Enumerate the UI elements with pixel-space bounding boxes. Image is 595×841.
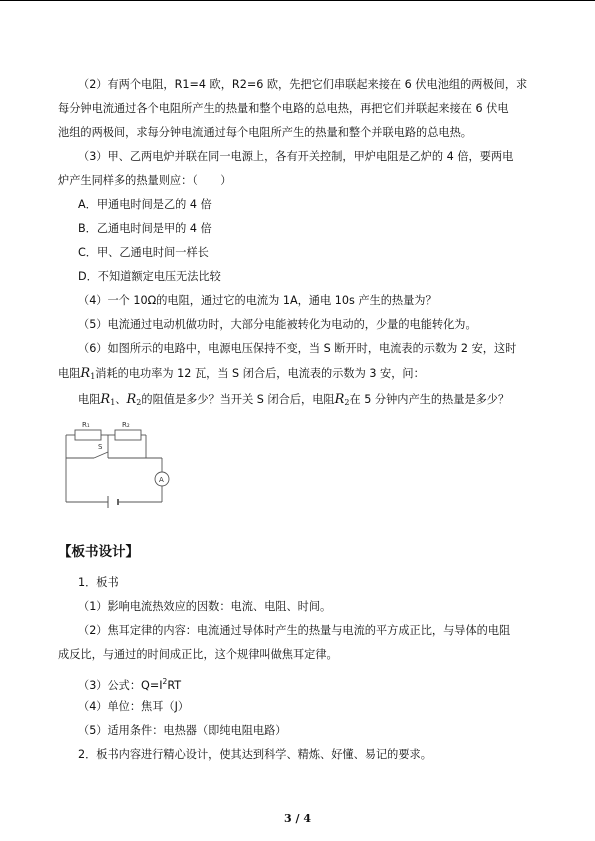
switch-label: S [98,443,103,451]
r2-label: R₂ [122,421,130,429]
circuit-diagram [60,418,185,508]
r2-variable: $R_2$ [334,392,350,407]
q3-option-b: B．乙通电时间是甲的 4 倍 [78,222,212,235]
board-law-line-2: 成反比，与通过的时间成正比，这个规律叫做焦耳定律。 [58,648,338,661]
q2-line-3: 池组的两极间，求每分钟电流通过每个电阻所产生的热量和整个并联电路的总电热。 [58,126,472,139]
q3-line-1: （3）甲、乙两电炉并联在同一电源上，各有开关控制，甲炉电阻是乙炉的 4 倍，要两电 [78,150,514,163]
board-formula: （3）公式：$Q=I^2RT$ [78,677,182,692]
board-conditions: （5）适用条件：电热器（即纯电阻电路） [78,724,287,737]
q3-line-2: 炉产生同样多的热量则应：（ ） [58,174,232,187]
ammeter-label: A [159,476,164,484]
section-heading: 【板书设计】 [58,544,139,560]
q6-line-1: （6）如图所示的电路中，电源电压保持不变，当 S 断开时，电流表的示数为 2 安，这时 [78,342,517,355]
board-factor: （1）影响电流热效应的因数：电流、电阻、时间。 [78,600,332,613]
q6-line-3: 电阻$R_1$、$R_2$的阻值是多少？当开关 S 闭合后，电阻$R_2$在 5 分钟内产生的热量是多少？ [78,392,510,407]
board-item-2: 2．板书内容进行精心设计，使其达到科学、精炼、好懂、易记的要求。 [78,748,432,761]
board-law-line-1: （2）焦耳定律的内容：电流通过导体时产生的热量与电流的平方成正比，与导体的电阻 [78,624,511,637]
switch-blade [94,452,108,458]
r1-resistor [75,430,101,440]
q5-line: （5）电流通过电动机做功时，大部分电能被转化为电动的，少量的电能转化为。 [78,318,477,331]
top-rule [0,0,595,1]
r1-variable: $R_1$ [100,392,116,407]
q3-option-c: C．甲、乙通电时间一样长 [78,246,209,259]
r1-label: R₁ [82,421,90,429]
board-unit: （4）单位：焦耳（J） [78,700,190,713]
q3-option-d: D．不知道额定电压无法比较 [78,270,221,283]
board-item-1: 1．板书 [78,576,119,589]
q6-line-2: 电阻$R_1$消耗的电功率为 12 瓦，当 S 闭合后，电流表的示数为 3 安，问： [58,366,425,381]
q4-line: （4）一个 10Ω的电阻，通过它的电流为 1A，通电 10s 产生的热量为？ [78,294,437,307]
q3-option-a: A．甲通电时间是乙的 4 倍 [78,198,212,211]
q2-line-2: 每分钟电流通过各个电阻所产生的热量和整个电路的总电热，再把它们并联起来接在 6 伏电 [58,102,509,115]
r2-resistor [115,430,141,440]
page-number: 3 / 4 [284,812,311,825]
r2-variable: $R_2$ [126,392,142,407]
r1-variable: $R_1$ [80,366,96,381]
q2-line-1: （2）有两个电阻，R1=4 欧，R2=6 欧，先把它们串联起来接在 6 伏电池组的两极间，求 [78,78,528,91]
